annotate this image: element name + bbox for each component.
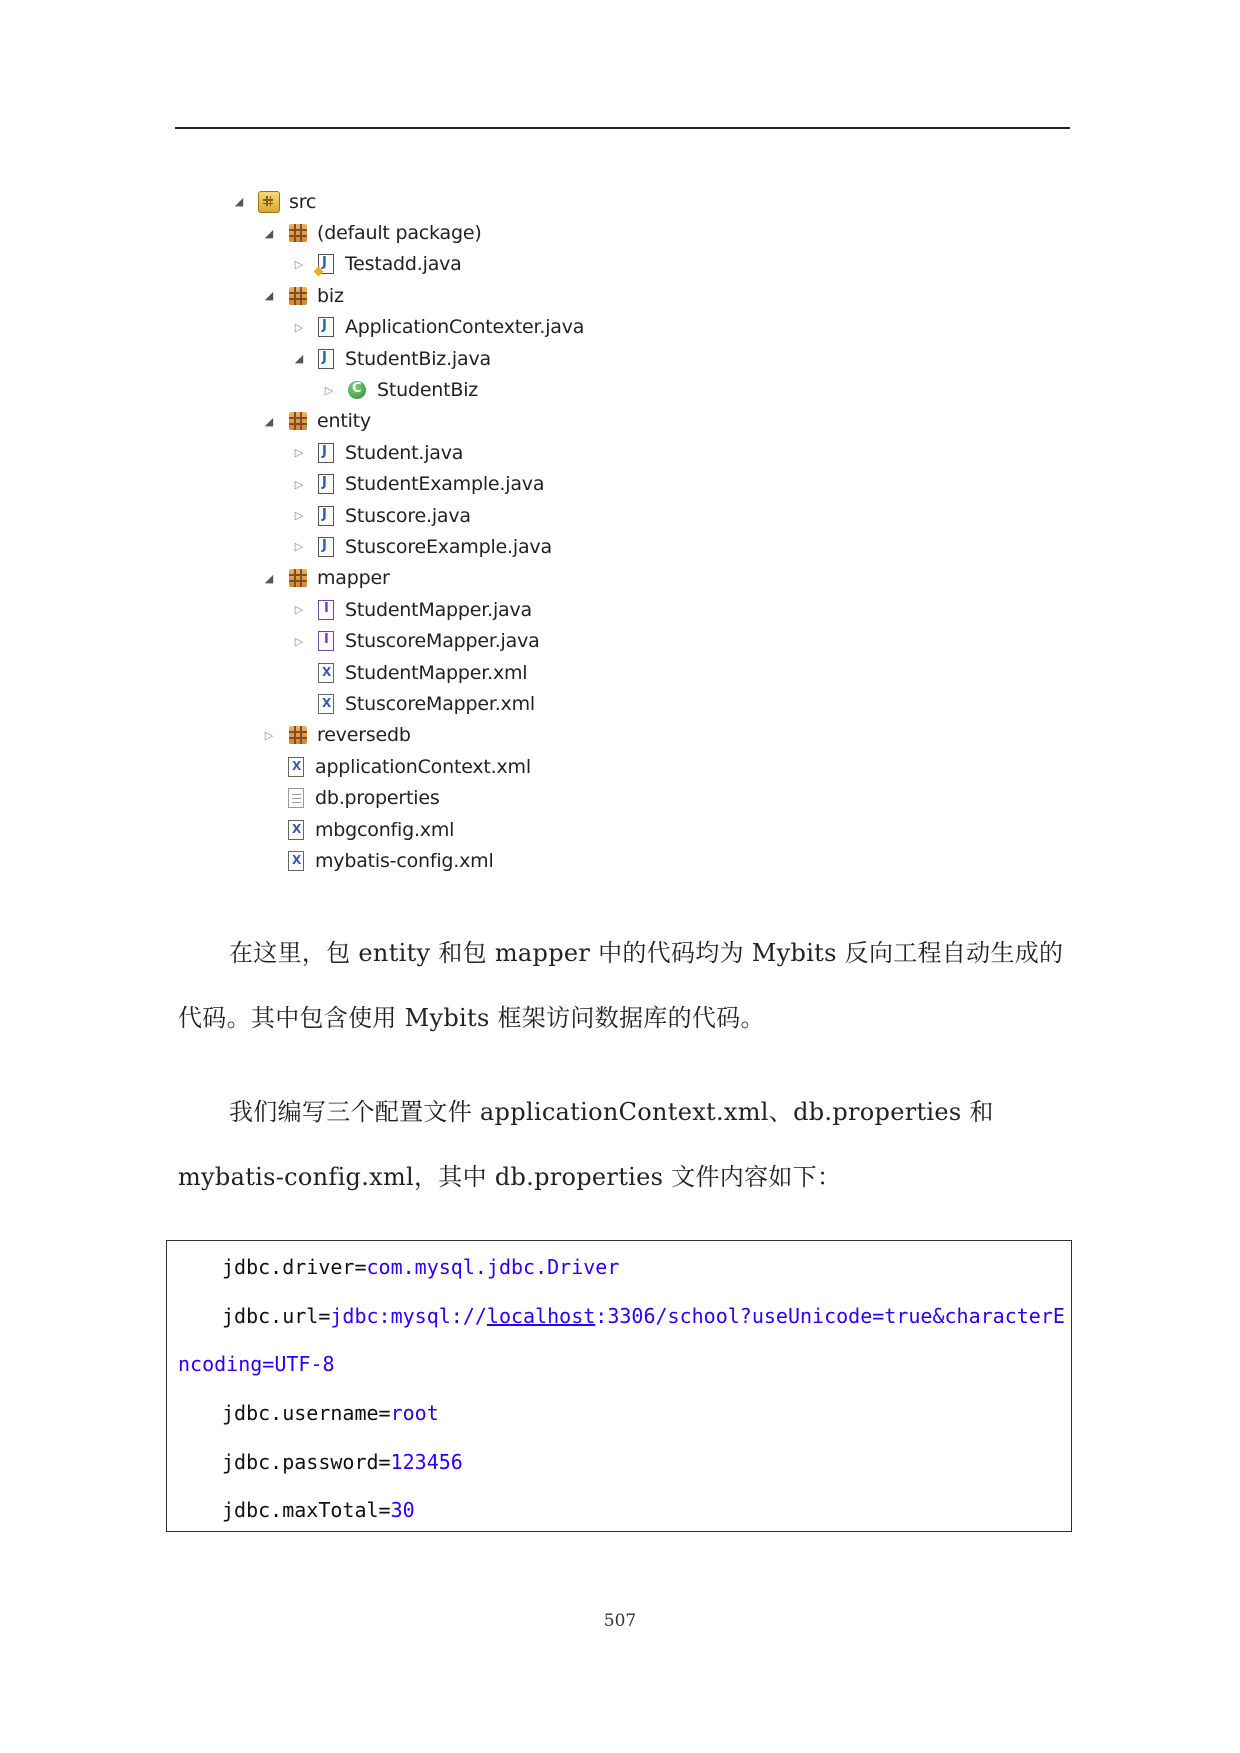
code-value: ncoding=UTF-8 bbox=[178, 1352, 335, 1376]
code-line-url-continued bbox=[178, 1352, 335, 1376]
tree-item-application-contexter[interactable] bbox=[232, 312, 584, 343]
package-icon bbox=[289, 224, 307, 242]
tree-item-label: biz bbox=[317, 284, 344, 307]
source-folder-icon bbox=[258, 191, 280, 213]
tree-item-label: mybatis-config.xml bbox=[315, 849, 494, 872]
xml-file-icon bbox=[288, 757, 304, 777]
collapsed-triangle-icon[interactable]: ▷ bbox=[264, 728, 274, 742]
code-value: 123456 bbox=[390, 1450, 463, 1474]
tree-item-default-package[interactable] bbox=[232, 217, 584, 248]
java-file-warning-icon bbox=[318, 254, 334, 274]
tree-item-label: db.properties bbox=[315, 787, 440, 810]
tree-item-application-context-xml[interactable] bbox=[232, 751, 584, 782]
tree-item-student[interactable] bbox=[232, 437, 584, 468]
collapsed-triangle-icon[interactable]: ▷ bbox=[294, 540, 304, 554]
header-rule bbox=[175, 127, 1070, 129]
code-line-username bbox=[222, 1401, 439, 1425]
xml-file-icon bbox=[318, 663, 334, 683]
collapsed-triangle-icon[interactable]: ▷ bbox=[294, 257, 304, 271]
tree-item-mybatis-config[interactable] bbox=[232, 845, 584, 876]
package-icon bbox=[289, 569, 307, 587]
tree-item-label: reversedb bbox=[317, 724, 411, 747]
tree-item-mbgconfig[interactable] bbox=[232, 814, 584, 845]
expanded-triangle-icon[interactable]: ◢ bbox=[264, 289, 274, 303]
page-number: 507 bbox=[603, 1611, 637, 1631]
tree-item-label: (default package) bbox=[317, 222, 482, 245]
tree-item-testadd[interactable] bbox=[232, 249, 584, 280]
tree-item-entity[interactable] bbox=[232, 406, 584, 437]
tree-item-reversedb[interactable] bbox=[232, 720, 584, 751]
interface-file-icon bbox=[318, 631, 334, 651]
properties-file-icon bbox=[288, 788, 304, 808]
code-key: jdbc.driver= bbox=[222, 1255, 367, 1279]
expanded-triangle-icon[interactable]: ◢ bbox=[294, 352, 304, 366]
tree-item-stuscore-mapper-java[interactable] bbox=[232, 625, 584, 656]
code-value: 30 bbox=[390, 1498, 415, 1522]
code-listing bbox=[166, 1240, 1072, 1532]
xml-file-icon bbox=[288, 820, 304, 840]
collapsed-triangle-icon[interactable]: ▷ bbox=[294, 603, 304, 617]
tree-item-student-mapper-xml[interactable] bbox=[232, 657, 584, 688]
paragraph-2-line-1: 我们编写三个配置文件 applicationContext.xml、db.properties 和 bbox=[229, 1098, 994, 1126]
tree-item-label: Stuscore.java bbox=[345, 504, 471, 527]
code-value: jdbc:mysql:// bbox=[330, 1304, 487, 1328]
tree-item-label: ApplicationContexter.java bbox=[345, 316, 585, 339]
code-line-url bbox=[222, 1304, 1065, 1328]
tree-item-mapper[interactable] bbox=[232, 563, 584, 594]
tree-item-student-biz-class[interactable] bbox=[232, 374, 584, 405]
tree-item-src[interactable] bbox=[232, 186, 584, 217]
java-file-icon bbox=[318, 317, 334, 337]
tree-item-stuscore-mapper-xml[interactable] bbox=[232, 688, 584, 719]
tree-item-stuscore[interactable] bbox=[232, 500, 584, 531]
expanded-triangle-icon[interactable]: ◢ bbox=[264, 414, 274, 428]
tree-item-label: src bbox=[289, 190, 317, 213]
tree-item-label: mbgconfig.xml bbox=[315, 818, 455, 841]
java-file-icon bbox=[318, 506, 334, 526]
tree-item-student-mapper-java[interactable] bbox=[232, 594, 584, 625]
java-file-icon bbox=[318, 537, 334, 557]
package-icon bbox=[289, 287, 307, 305]
tree-item-label: Testadd.java bbox=[345, 253, 462, 276]
package-icon bbox=[289, 412, 307, 430]
tree-item-label: mapper bbox=[317, 567, 390, 590]
collapsed-triangle-icon[interactable]: ▷ bbox=[324, 383, 334, 397]
java-file-icon bbox=[318, 443, 334, 463]
tree-item-label: StudentExample.java bbox=[345, 473, 545, 496]
code-key: jdbc.url= bbox=[222, 1304, 331, 1328]
expanded-triangle-icon[interactable]: ◢ bbox=[264, 571, 274, 585]
tree-item-student-example[interactable] bbox=[232, 469, 584, 500]
collapsed-triangle-icon[interactable]: ▷ bbox=[294, 509, 304, 523]
tree-item-biz[interactable] bbox=[232, 280, 584, 311]
code-key: jdbc.username= bbox=[222, 1401, 391, 1425]
collapsed-triangle-icon[interactable]: ▷ bbox=[294, 634, 304, 648]
tree-item-label: StudentBiz bbox=[377, 379, 479, 402]
paragraph-2-line-2: mybatis-config.xml，其中 db.properties 文件内容如下： bbox=[178, 1163, 842, 1191]
tree-item-label: Student.java bbox=[345, 441, 464, 464]
code-line-driver bbox=[222, 1255, 619, 1279]
paragraph-1-line-2: 代码。其中包含使用 Mybits 框架访问数据库的代码。 bbox=[178, 1004, 765, 1032]
java-file-icon bbox=[318, 349, 334, 369]
collapsed-triangle-icon[interactable]: ▷ bbox=[294, 320, 304, 334]
code-value: root bbox=[390, 1401, 439, 1425]
project-tree bbox=[232, 186, 584, 877]
tree-item-student-biz-java[interactable] bbox=[232, 343, 584, 374]
code-line-maxtotal bbox=[222, 1498, 415, 1522]
code-value: :3306/school?useUnicode=true&characterE bbox=[595, 1304, 1065, 1328]
package-icon bbox=[289, 726, 307, 744]
tree-item-label: StudentMapper.xml bbox=[345, 661, 528, 684]
tree-item-label: StudentBiz.java bbox=[345, 347, 491, 370]
code-link[interactable]: localhost bbox=[486, 1304, 596, 1328]
paragraph-1-line-1: 在这里，包 entity 和包 mapper 中的代码均为 Mybits 反向工程自动生成的 bbox=[229, 939, 1064, 967]
tree-item-label: StuscoreMapper.xml bbox=[345, 692, 535, 715]
code-key: jdbc.password= bbox=[222, 1450, 391, 1474]
expanded-triangle-icon[interactable]: ◢ bbox=[234, 195, 244, 209]
tree-item-label: StuscoreExample.java bbox=[345, 535, 552, 558]
tree-item-label: StuscoreMapper.java bbox=[345, 630, 540, 653]
code-key: jdbc.maxTotal= bbox=[222, 1498, 391, 1522]
class-icon bbox=[348, 381, 366, 399]
java-file-icon bbox=[318, 474, 334, 494]
tree-item-label: applicationContext.xml bbox=[315, 755, 531, 778]
interface-file-icon bbox=[318, 600, 334, 620]
tree-item-label: entity bbox=[317, 410, 371, 433]
collapsed-triangle-icon[interactable]: ▷ bbox=[294, 446, 304, 460]
collapsed-triangle-icon[interactable]: ▷ bbox=[294, 477, 304, 491]
tree-item-stuscore-example[interactable] bbox=[232, 531, 584, 562]
code-line-password bbox=[222, 1450, 463, 1474]
tree-item-db-properties[interactable] bbox=[232, 782, 584, 813]
xml-file-icon bbox=[288, 851, 304, 871]
tree-item-label: StudentMapper.java bbox=[345, 598, 532, 621]
xml-file-icon bbox=[318, 694, 334, 714]
code-value: com.mysql.jdbc.Driver bbox=[366, 1255, 620, 1279]
expanded-triangle-icon[interactable]: ◢ bbox=[264, 226, 274, 240]
